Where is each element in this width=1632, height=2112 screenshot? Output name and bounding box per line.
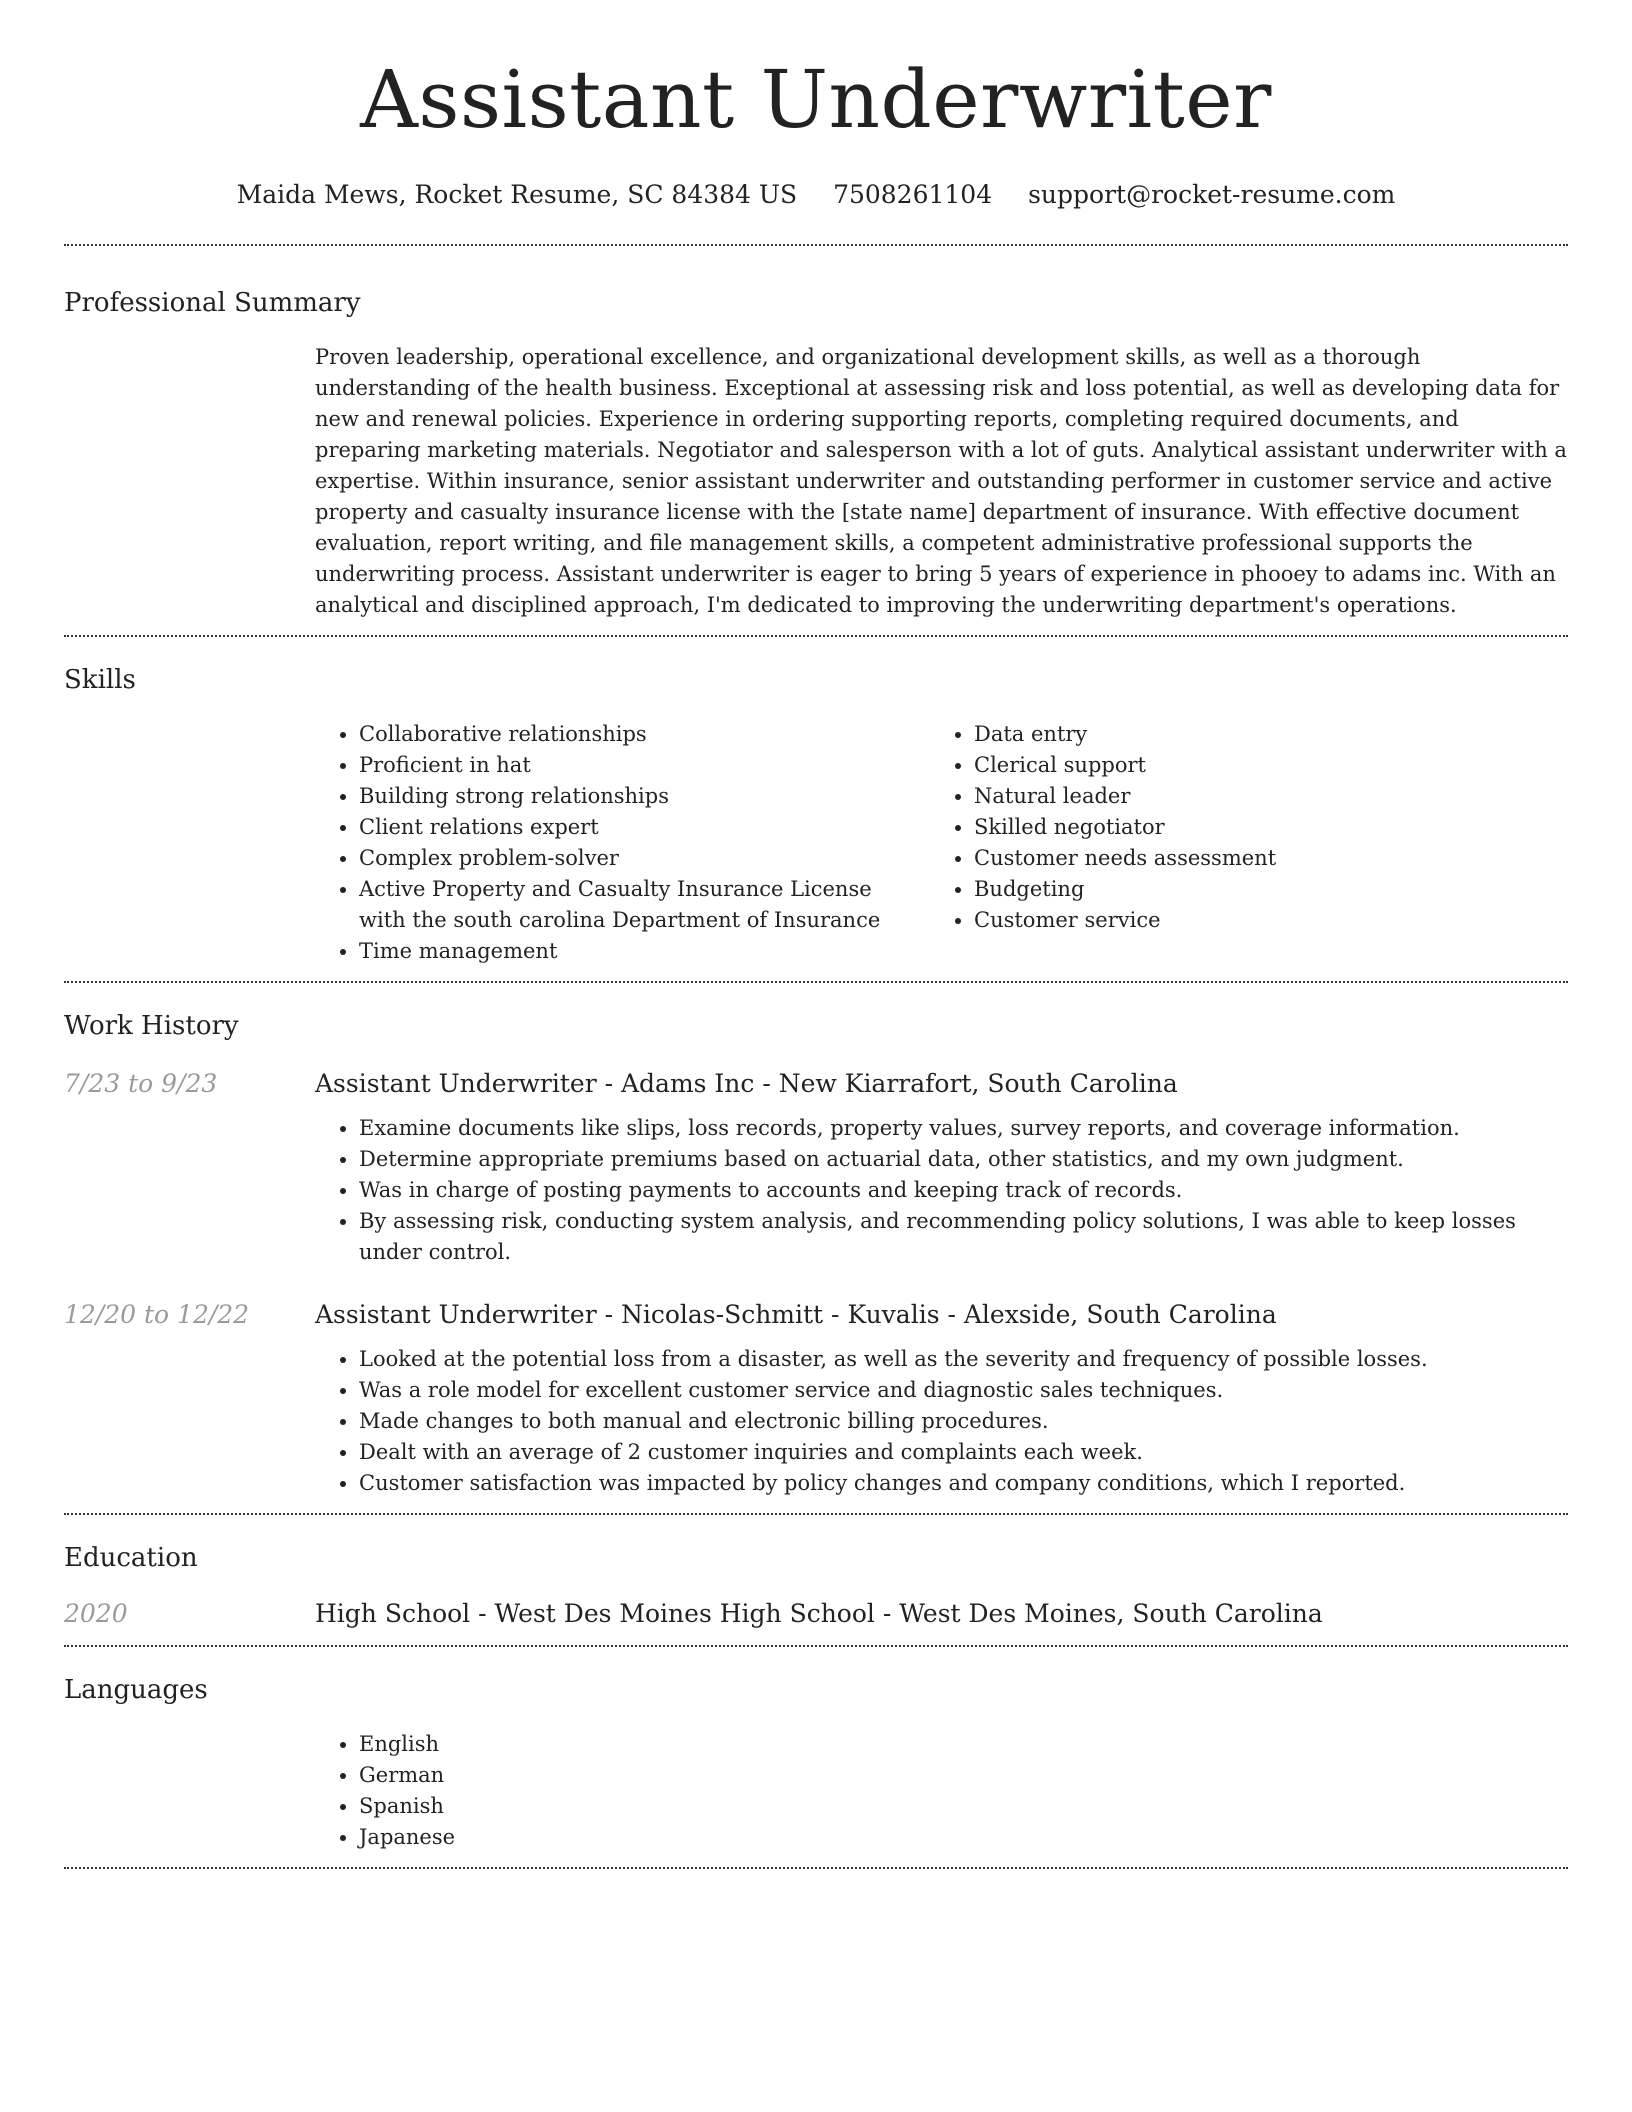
education-heading: Education (64, 1543, 198, 1573)
education-year: 2020 (64, 1599, 128, 1628)
work-history-section (64, 983, 1568, 1513)
skill-item: • Natural leader (974, 781, 1556, 812)
job-entry (64, 1298, 1568, 1499)
skill-item: • Building strong relationships (359, 781, 918, 812)
skill-item: • Budgeting (974, 874, 1556, 905)
skill-item: • Client relations expert (359, 812, 918, 843)
job-bullet: • By assessing risk, conducting system analysis, and recommending policy solutions, I was able to keep losses under control. (359, 1206, 1568, 1268)
contact-line (64, 178, 1568, 212)
job-bullets (315, 1113, 1568, 1268)
education-section (64, 1515, 1568, 1645)
skill-item: • Customer needs assessment (974, 843, 1556, 874)
job-entry (64, 1067, 1568, 1268)
skill-item: • Time management (359, 936, 918, 967)
languages-list (315, 1729, 1568, 1853)
education-entry: High School - West Des Moines High School - West Des Moines, South Carolina (315, 1599, 1323, 1628)
job-bullet: • Determine appropriate premiums based on actuarial data, other statistics, and my own judgment. (359, 1144, 1568, 1175)
resume-header (64, 0, 1568, 212)
skills-list-column-2 (930, 719, 1568, 967)
language-item: • English (359, 1729, 1568, 1760)
contact-email: support@rocket-resume.com (1028, 180, 1396, 209)
job-dates: 7/23 to 9/23 (64, 1069, 218, 1098)
job-bullet: • Customer satisfaction was impacted by policy changes and company conditions, which I reported. (359, 1468, 1568, 1499)
job-bullets (315, 1344, 1568, 1499)
section-divider (64, 1867, 1568, 1869)
skill-item: • Complex problem-solver (359, 843, 918, 874)
skill-item: • Active Property and Casualty Insurance License with the south carolina Department of Insurance (359, 874, 918, 936)
job-bullet: • Was a role model for excellent customer service and diagnostic sales techniques. (359, 1375, 1568, 1406)
job-dates: 12/20 to 12/22 (64, 1300, 250, 1329)
skills-list-column-1 (315, 719, 930, 967)
skills-section (64, 637, 1568, 981)
skills-heading: Skills (64, 665, 136, 695)
job-bullet: • Looked at the potential loss from a disaster, as well as the severity and frequency of possible losses. (359, 1344, 1568, 1375)
language-item: • Japanese (359, 1822, 1568, 1853)
job-bullet: • Dealt with an average of 2 customer inquiries and complaints each week. (359, 1437, 1568, 1468)
contact-phone: 7508261104 (833, 180, 993, 209)
skill-item: • Skilled negotiator (974, 812, 1556, 843)
job-bullet: • Made changes to both manual and electronic billing procedures. (359, 1406, 1568, 1437)
work-history-heading: Work History (64, 1011, 239, 1041)
language-item: • Spanish (359, 1791, 1568, 1822)
summary-text: Proven leadership, operational excellence, and organizational development skills, as well as a thorough understanding of the health business. Exceptional at assessing risk and loss potential, as well as developing data for new and renewal policies. Experience in ordering supporting reports, completing required documents, and preparing marketing materials. Negotiator and salesperson with a lot of guts. Analytical assistant underwriter with a expertise. Within insurance, senior assistant underwriter and outstanding performer in customer service and active property and casualty insurance license with the [state name] department of insurance. With effective document evaluation, report writing, and file management skills, a competent administrative professional supports the underwriting process. Assistant underwriter is eager to bring 5 years of experience in phooey to adams inc. With an analytical and disciplined approach, I'm dedicated to improving the underwriting department's operations. (315, 345, 1567, 617)
job-title: Assistant Underwriter - Adams Inc - New Kiarrafort, South Carolina (315, 1069, 1178, 1098)
summary-heading: Professional Summary (64, 288, 361, 318)
summary-section (64, 246, 1568, 635)
skill-item: • Collaborative relationships (359, 719, 918, 750)
candidate-name: Assistant Underwriter (360, 53, 1272, 146)
skill-item: • Data entry (974, 719, 1556, 750)
skill-item: • Customer service (974, 905, 1556, 936)
language-item: • German (359, 1760, 1568, 1791)
skill-item: • Proficient in hat (359, 750, 918, 781)
job-title: Assistant Underwriter - Nicolas-Schmitt - Kuvalis - Alexside, South Carolina (315, 1300, 1277, 1329)
languages-section (64, 1647, 1568, 1867)
skill-item: • Clerical support (974, 750, 1556, 781)
contact-address: Maida Mews, Rocket Resume, SC 84384 US (236, 180, 798, 209)
job-bullet: • Was in charge of posting payments to accounts and keeping track of records. (359, 1175, 1568, 1206)
languages-heading: Languages (64, 1675, 208, 1705)
job-bullet: • Examine documents like slips, loss records, property values, survey reports, and coverage information. (359, 1113, 1568, 1144)
